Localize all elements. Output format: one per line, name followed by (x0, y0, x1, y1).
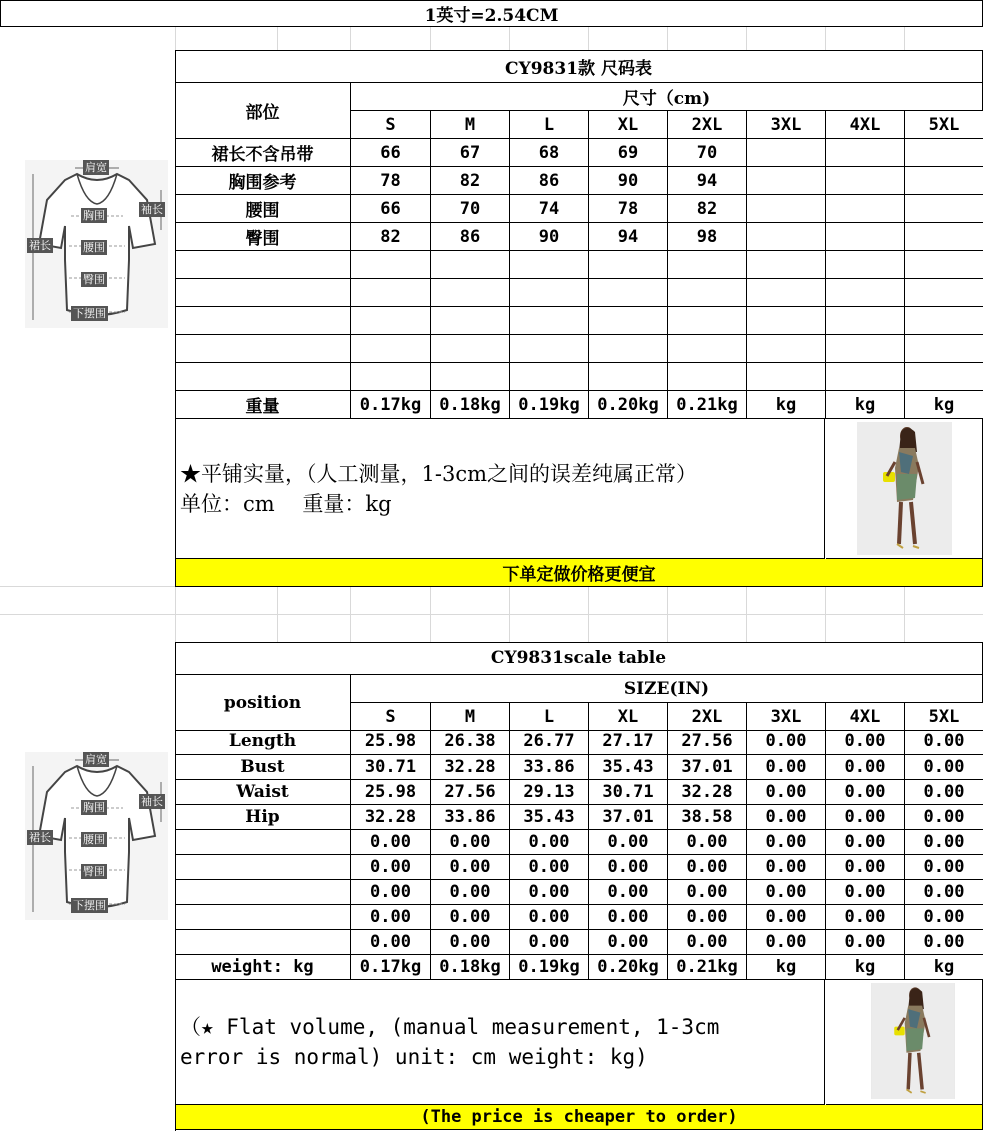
row-label (175, 251, 351, 279)
measurement-cell: 0.00 (826, 930, 905, 955)
measurement-cell: 27.56 (431, 780, 510, 805)
measurement-note (175, 980, 825, 1105)
row-label (175, 335, 351, 363)
measurement-cell: 32.28 (668, 780, 747, 805)
measurement-cell (668, 279, 747, 307)
weight-cell: 0.19kg (510, 955, 589, 980)
measurement-cell (905, 195, 983, 223)
dress-measurement-diagram (25, 752, 168, 920)
grid-line (0, 614, 983, 615)
table-title: CY9831scale table (175, 642, 983, 675)
row-label (175, 905, 351, 930)
weight-label: 重量 (175, 391, 351, 419)
measurement-cell: 78 (351, 167, 431, 195)
size-label-2xl: 2XL (668, 111, 747, 139)
measurement-cell (826, 223, 905, 251)
size-label-m: M (431, 111, 510, 139)
measurement-cell (351, 335, 431, 363)
measurement-cell: 33.86 (510, 755, 589, 780)
weight-cell: 0.21kg (668, 391, 747, 419)
measurement-cell (905, 223, 983, 251)
measurement-cell: 0.00 (747, 780, 826, 805)
measurement-cell: 32.28 (351, 805, 431, 830)
measurement-cell: 0.00 (747, 905, 826, 930)
conversion-note: 1英寸=2.54CM (0, 0, 983, 27)
measurement-cell: 0.00 (589, 830, 668, 855)
measurement-cell: 69 (589, 139, 668, 167)
measurement-cell: 0.00 (826, 780, 905, 805)
measurement-cell (826, 251, 905, 279)
model-wearing-dress-image (871, 983, 955, 1099)
size-label-m: M (431, 703, 510, 731)
measurement-cell: 0.00 (747, 855, 826, 880)
measurement-cell: 0.00 (905, 855, 983, 880)
size-label-4xl: 4XL (826, 111, 905, 139)
measurement-cell (905, 139, 983, 167)
size-label-3xl: 3XL (747, 111, 826, 139)
row-label: Bust (175, 755, 351, 780)
measurement-cell: 27.17 (589, 727, 668, 755)
weight-cell: 0.17kg (351, 955, 431, 980)
size-label-xl: XL (589, 703, 668, 731)
measurement-cell: 0.00 (747, 805, 826, 830)
dress-measurement-diagram (25, 160, 168, 328)
measurement-cell: 0.00 (510, 930, 589, 955)
measurement-cell (747, 251, 826, 279)
size-label-5xl: 5XL (905, 111, 983, 139)
measurement-cell: 0.00 (905, 805, 983, 830)
measurement-cell (905, 307, 983, 335)
measurement-cell (589, 251, 668, 279)
measurement-note (175, 419, 825, 559)
measurement-cell: 0.00 (351, 930, 431, 955)
measurement-cell: 98 (668, 223, 747, 251)
measurement-cell (351, 363, 431, 391)
model-wearing-dress-image (857, 422, 952, 555)
measurement-cell: 35.43 (589, 755, 668, 780)
measurement-cell (747, 307, 826, 335)
part-header: position (175, 675, 351, 731)
measurement-cell: 78 (589, 195, 668, 223)
row-label (175, 855, 351, 880)
measurement-cell (510, 307, 589, 335)
weight-cell: kg (826, 391, 905, 419)
measurement-cell (905, 251, 983, 279)
measurement-cell: 0.00 (589, 855, 668, 880)
row-label (175, 363, 351, 391)
measurement-cell (510, 279, 589, 307)
note-line-2: error is normal) unit: cm weight: kg) (180, 1045, 648, 1069)
measurement-cell: 0.00 (826, 830, 905, 855)
weight-cell: kg (905, 391, 983, 419)
measurement-cell (747, 223, 826, 251)
measurement-cell: 26.38 (431, 727, 510, 755)
measurement-cell: 0.00 (747, 930, 826, 955)
row-label: 臀围 (175, 223, 351, 251)
measurement-cell: 0.00 (905, 780, 983, 805)
measurement-cell: 32.28 (431, 755, 510, 780)
measurement-cell (431, 307, 510, 335)
row-label (175, 830, 351, 855)
size-label-4xl: 4XL (826, 703, 905, 731)
measurement-cell: 74 (510, 195, 589, 223)
weight-cell: 0.18kg (431, 391, 510, 419)
measurement-cell (905, 363, 983, 391)
measurement-cell: 0.00 (747, 727, 826, 755)
table-title: CY9831款 尺码表 (175, 50, 983, 83)
measurement-cell: 0.00 (747, 755, 826, 780)
weight-cell: 0.18kg (431, 955, 510, 980)
measurement-cell: 0.00 (826, 855, 905, 880)
measurement-cell (747, 139, 826, 167)
row-label: 胸围参考 (175, 167, 351, 195)
measurement-cell: 66 (351, 139, 431, 167)
weight-cell: 0.20kg (589, 391, 668, 419)
measurement-cell: 0.00 (668, 930, 747, 955)
measurement-cell: 0.00 (668, 905, 747, 930)
measurement-cell: 0.00 (826, 755, 905, 780)
measurement-cell: 0.00 (589, 930, 668, 955)
measurement-cell: 86 (510, 167, 589, 195)
measurement-cell (747, 279, 826, 307)
measurement-cell: 86 (431, 223, 510, 251)
diagram-label-waist: 腰围 (83, 241, 105, 254)
weight-cell: kg (747, 391, 826, 419)
measurement-cell: 90 (510, 223, 589, 251)
measurement-cell: 0.00 (826, 805, 905, 830)
measurement-cell: 30.71 (351, 755, 431, 780)
measurement-cell (747, 195, 826, 223)
measurement-cell (826, 307, 905, 335)
measurement-cell: 0.00 (826, 905, 905, 930)
diagram-label-sleeve: 袖长 (141, 795, 163, 808)
size-label-l: L (510, 111, 589, 139)
measurement-cell: 0.00 (668, 830, 747, 855)
measurement-cell (747, 363, 826, 391)
measurement-cell: 27.56 (668, 727, 747, 755)
measurement-cell: 0.00 (431, 905, 510, 930)
weight-cell: 0.17kg (351, 391, 431, 419)
measurement-cell: 25.98 (351, 727, 431, 755)
measurement-cell: 66 (351, 195, 431, 223)
measurement-cell: 82 (668, 195, 747, 223)
measurement-cell (510, 251, 589, 279)
measurement-cell: 29.13 (510, 780, 589, 805)
measurement-cell: 0.00 (351, 905, 431, 930)
measurement-cell: 30.71 (589, 780, 668, 805)
measurement-cell (668, 363, 747, 391)
measurement-cell: 0.00 (510, 880, 589, 905)
price-banner: 下单定做价格更便宜 (175, 559, 983, 587)
measurement-cell: 0.00 (351, 880, 431, 905)
diagram-label-hem: 下摆围 (73, 307, 106, 320)
measurement-cell: 0.00 (589, 905, 668, 930)
measurement-cell (431, 279, 510, 307)
measurement-cell: 38.58 (668, 805, 747, 830)
measurement-cell (351, 279, 431, 307)
diagram-label-hip: 臀围 (83, 273, 105, 286)
size-label-s: S (351, 111, 431, 139)
measurement-cell: 94 (668, 167, 747, 195)
row-label: 裙长不含吊带 (175, 139, 351, 167)
measurement-cell (510, 363, 589, 391)
measurement-cell: 0.00 (668, 880, 747, 905)
measurement-cell: 0.00 (510, 855, 589, 880)
measurement-cell: 0.00 (431, 830, 510, 855)
measurement-cell: 94 (589, 223, 668, 251)
measurement-cell (351, 251, 431, 279)
measurement-cell: 67 (431, 139, 510, 167)
size-label-s: S (351, 703, 431, 731)
row-label: Waist (175, 780, 351, 805)
row-label (175, 279, 351, 307)
row-label (175, 307, 351, 335)
measurement-cell: 0.00 (905, 905, 983, 930)
weight-cell: kg (905, 955, 983, 980)
weight-cell: kg (826, 955, 905, 980)
measurement-cell: 33.86 (431, 805, 510, 830)
price-banner: (The price is cheaper to order) (175, 1105, 983, 1130)
measurement-cell (747, 167, 826, 195)
measurement-cell: 26.77 (510, 727, 589, 755)
measurement-cell (510, 335, 589, 363)
measurement-cell: 0.00 (431, 855, 510, 880)
measurement-cell (905, 279, 983, 307)
row-label: Hip (175, 805, 351, 830)
diagram-label-shoulder: 肩宽 (85, 753, 107, 766)
measurement-cell (431, 335, 510, 363)
part-header: 部位 (175, 83, 351, 139)
size-label-3xl: 3XL (747, 703, 826, 731)
size-label-l: L (510, 703, 589, 731)
measurement-cell: 0.00 (510, 905, 589, 930)
measurement-cell: 0.00 (905, 830, 983, 855)
measurement-cell (668, 335, 747, 363)
measurement-cell (826, 279, 905, 307)
row-label (175, 880, 351, 905)
measurement-cell: 0.00 (905, 755, 983, 780)
measurement-cell (826, 335, 905, 363)
measurement-cell: 0.00 (668, 855, 747, 880)
row-label: Length (175, 727, 351, 755)
measurement-cell (826, 363, 905, 391)
measurement-cell (747, 335, 826, 363)
diagram-label-sleeve: 袖长 (141, 203, 163, 216)
measurement-cell: 0.00 (351, 855, 431, 880)
measurement-cell (905, 335, 983, 363)
measurement-cell: 37.01 (668, 755, 747, 780)
measurement-cell: 0.00 (826, 880, 905, 905)
measurement-cell (589, 335, 668, 363)
size-header: 尺寸（cm) (351, 83, 983, 111)
measurement-cell (589, 307, 668, 335)
measurement-cell: 37.01 (589, 805, 668, 830)
measurement-cell: 70 (431, 195, 510, 223)
diagram-label-length: 裙长 (29, 239, 51, 252)
size-header: SIZE(IN) (351, 675, 983, 703)
measurement-cell: 82 (431, 167, 510, 195)
weight-cell: 0.21kg (668, 955, 747, 980)
diagram-label-chest: 胸围 (83, 801, 105, 814)
diagram-label-length: 裙长 (29, 831, 51, 844)
measurement-cell: 82 (351, 223, 431, 251)
measurement-cell: 0.00 (747, 880, 826, 905)
measurement-cell (668, 307, 747, 335)
note-line-1: ★平铺实量，（人工测量，1-3cm之间的误差纯属正常） (180, 461, 697, 486)
diagram-label-chest: 胸围 (83, 209, 105, 222)
measurement-cell: 0.00 (826, 727, 905, 755)
measurement-cell: 35.43 (510, 805, 589, 830)
measurement-cell (589, 279, 668, 307)
diagram-label-hem: 下摆围 (73, 899, 106, 912)
size-label-2xl: 2XL (668, 703, 747, 731)
measurement-cell: 0.00 (431, 930, 510, 955)
measurement-cell: 0.00 (905, 727, 983, 755)
measurement-cell (826, 167, 905, 195)
row-label (175, 930, 351, 955)
measurement-cell (351, 307, 431, 335)
diagram-label-waist: 腰围 (83, 833, 105, 846)
measurement-cell: 0.00 (351, 830, 431, 855)
weight-cell: kg (747, 955, 826, 980)
weight-label: weight: kg (175, 955, 351, 980)
weight-cell: 0.20kg (589, 955, 668, 980)
measurement-cell: 0.00 (905, 880, 983, 905)
measurement-cell: 0.00 (747, 830, 826, 855)
measurement-cell (905, 167, 983, 195)
measurement-cell (589, 363, 668, 391)
measurement-cell: 68 (510, 139, 589, 167)
size-label-5xl: 5XL (905, 703, 983, 731)
note-line-1: （★ Flat volume, (manual measurement, 1-3cm (180, 1015, 720, 1039)
weight-cell: 0.19kg (510, 391, 589, 419)
measurement-cell: 90 (589, 167, 668, 195)
measurement-cell: 0.00 (431, 880, 510, 905)
measurement-cell: 0.00 (589, 880, 668, 905)
measurement-cell (826, 195, 905, 223)
measurement-cell (431, 363, 510, 391)
measurement-cell: 70 (668, 139, 747, 167)
row-label: 腰围 (175, 195, 351, 223)
measurement-cell: 0.00 (510, 830, 589, 855)
product-photo (857, 422, 952, 555)
measurement-cell (826, 139, 905, 167)
diagram-label-hip: 臀围 (83, 865, 105, 878)
note-line-2: 单位：cm 重量：kg (180, 491, 392, 516)
diagram-label-shoulder: 肩宽 (85, 161, 107, 174)
product-photo (871, 983, 955, 1099)
measurement-cell (431, 251, 510, 279)
measurement-cell: 0.00 (905, 930, 983, 955)
measurement-cell: 25.98 (351, 780, 431, 805)
measurement-cell (668, 251, 747, 279)
size-label-xl: XL (589, 111, 668, 139)
